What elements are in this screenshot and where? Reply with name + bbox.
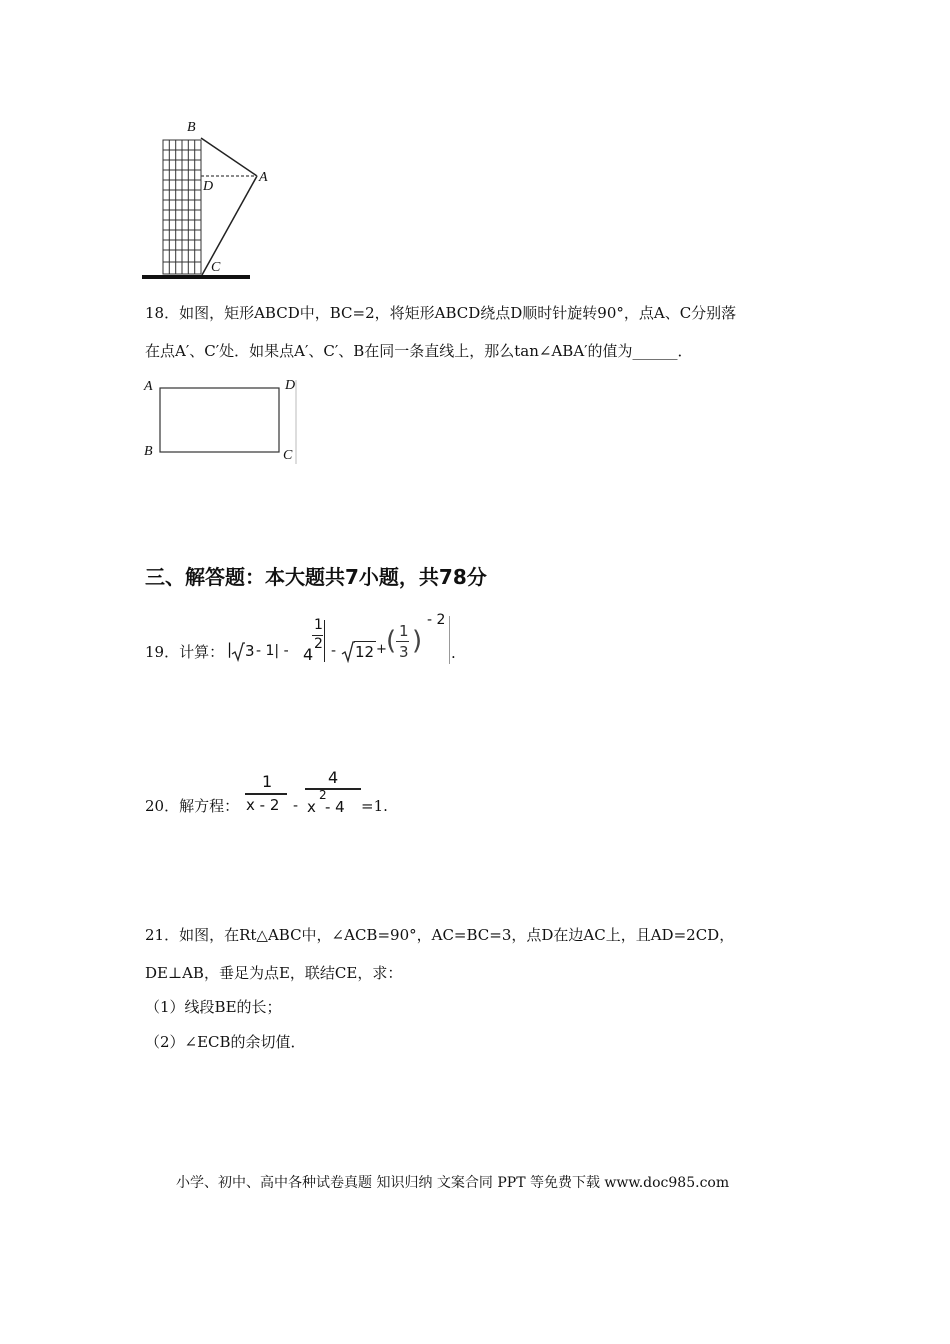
f1-line bbox=[245, 793, 287, 795]
sqrt12-radicand: 12 bbox=[355, 643, 375, 661]
q19-plus: + bbox=[376, 642, 387, 657]
q21-line1: 21．如图，在Rt△ABC中，∠ACB=90°，AC=BC=3，点D在边AC上，且AD=2CD， bbox=[145, 926, 735, 944]
base-4: 4 bbox=[303, 645, 314, 664]
figure-18-drawing bbox=[140, 376, 305, 466]
sqrt3-radicand: 3 bbox=[245, 642, 255, 660]
frac-den: 3 bbox=[399, 643, 409, 661]
exp-den: 2 bbox=[314, 636, 323, 652]
figure-17-label-a: A bbox=[259, 170, 268, 185]
figure-18 bbox=[140, 376, 305, 466]
frac-line bbox=[396, 641, 409, 642]
f1-den: x - 2 bbox=[246, 796, 280, 814]
q21-line2: DE⊥AB，垂足为点E，联结CE，求： bbox=[145, 964, 403, 982]
figure-17-label-c: C bbox=[211, 260, 221, 275]
expr-bar bbox=[449, 616, 450, 664]
q19-end: . bbox=[451, 644, 456, 662]
q20-minus: - bbox=[293, 798, 299, 814]
figure-17-label-d: D bbox=[203, 179, 214, 194]
figure-17 bbox=[140, 118, 280, 284]
figure-18-label-d: D bbox=[285, 378, 296, 393]
f2-line bbox=[305, 788, 361, 790]
q20-end: =1. bbox=[361, 797, 388, 815]
q21-part1: （1）线段BE的长； bbox=[145, 998, 282, 1016]
q20-prefix: 20．解方程： bbox=[145, 797, 240, 815]
f1-num: 1 bbox=[262, 772, 273, 791]
q21-part2: （2）∠ECB的余切值． bbox=[145, 1033, 306, 1051]
q18-line2: 在点A′、C′处．如果点A′、C′、B在同一条直线上，那么tan∠ABA′的值为______． bbox=[145, 342, 693, 360]
q20 bbox=[145, 768, 445, 820]
sqrt12-overline bbox=[354, 641, 376, 642]
f2-den-base: x bbox=[307, 798, 316, 816]
q19-minus2: - bbox=[331, 643, 337, 659]
figure-18-label-b: B bbox=[144, 444, 153, 459]
page-footer: 小学、初中、高中各种试卷真题 知识归纳 文案合同 PPT 等免费下载 www.doc985.com bbox=[176, 1175, 730, 1191]
q19-prefix: 19．计算： bbox=[145, 643, 225, 661]
f2-den-rest: - 4 bbox=[325, 798, 345, 816]
neg-exponent: - 2 bbox=[427, 612, 446, 628]
abs-bar-open: | bbox=[227, 640, 233, 658]
f2-den-exp: 2 bbox=[319, 788, 327, 802]
exp-num: 1 bbox=[314, 617, 323, 633]
q19-minus1: - 1| - bbox=[256, 643, 289, 659]
section-3-title: 三、解答题：本大题共7小题，共78分 bbox=[145, 565, 487, 589]
figure-17-drawing bbox=[140, 118, 280, 284]
sqrt-sign-3 bbox=[231, 642, 245, 662]
figure-17-label-b: B bbox=[187, 120, 196, 135]
q18-line1: 18．如图，矩形ABCD中，BC=2，将矩形ABCD绕点D顺时针旋转90°，点A、C分别落 bbox=[145, 304, 737, 322]
figure-18-label-a: A bbox=[144, 379, 153, 394]
frac-num: 1 bbox=[399, 622, 409, 640]
sqrt-sign-12 bbox=[341, 641, 355, 663]
paren-close: ) bbox=[412, 626, 423, 656]
abs-bar-close bbox=[324, 620, 325, 662]
q19 bbox=[145, 612, 475, 672]
f2-num: 4 bbox=[328, 768, 339, 787]
figure-18-label-c: C bbox=[283, 448, 293, 463]
paren-open: ( bbox=[386, 626, 397, 656]
